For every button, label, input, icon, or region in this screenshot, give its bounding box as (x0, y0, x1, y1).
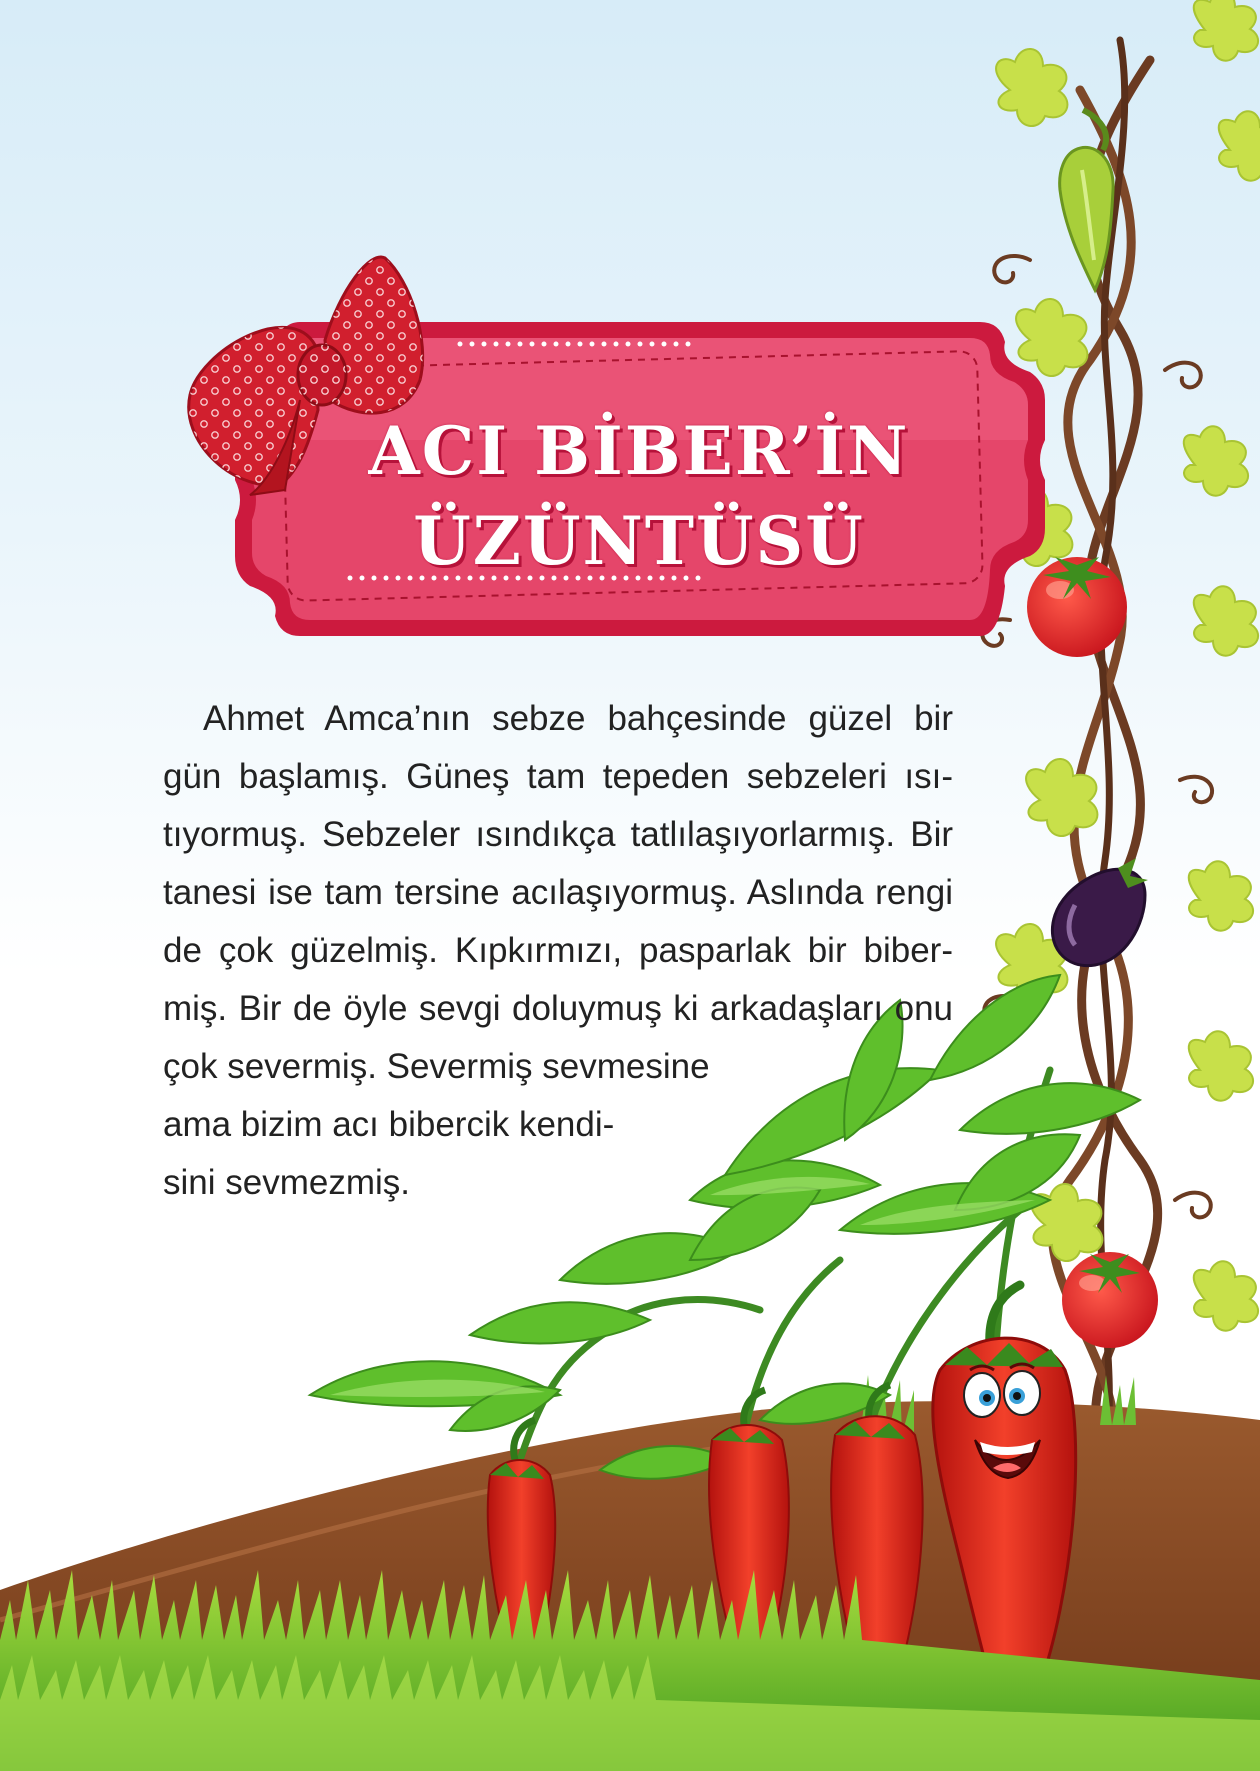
story-line: tanesi ise tam tersine acılaşıyormuş. Aslında rengi (163, 873, 953, 912)
story-line: çok severmiş. Severmiş sevmesine (163, 1047, 710, 1086)
story-line: miş. Bir de öyle sevgi doluymuş ki arkadaşları onu (163, 989, 953, 1028)
green-pepper-icon (1060, 110, 1113, 290)
story-line: gün başlamış. Güneş tam tepeden sebzeleri ısı- (163, 757, 953, 796)
story-text (163, 690, 953, 1212)
tomato-icon (1062, 1252, 1158, 1348)
title-line-2: ÜZÜNTÜSÜ (413, 502, 865, 580)
story-line: tıyormuş. Sebzeler ısındıkça tatlılaşıyorlarmış. Bir (163, 815, 953, 854)
eggplant-icon (1052, 858, 1148, 966)
tomato-icon (1027, 557, 1127, 657)
story-line: sini sevmezmiş. (163, 1163, 410, 1202)
story-line: de çok güzelmiş. Kıpkırmızı, pasparlak bir biber- (163, 931, 953, 970)
title-line-1: ACI BİBER’İN (368, 412, 910, 490)
story-title (265, 320, 1013, 638)
story-line: Ahmet Amca’nın sebze bahçesinde güzel bir (203, 699, 953, 738)
story-line: ama bizim acı bibercik kendi- (163, 1105, 615, 1144)
